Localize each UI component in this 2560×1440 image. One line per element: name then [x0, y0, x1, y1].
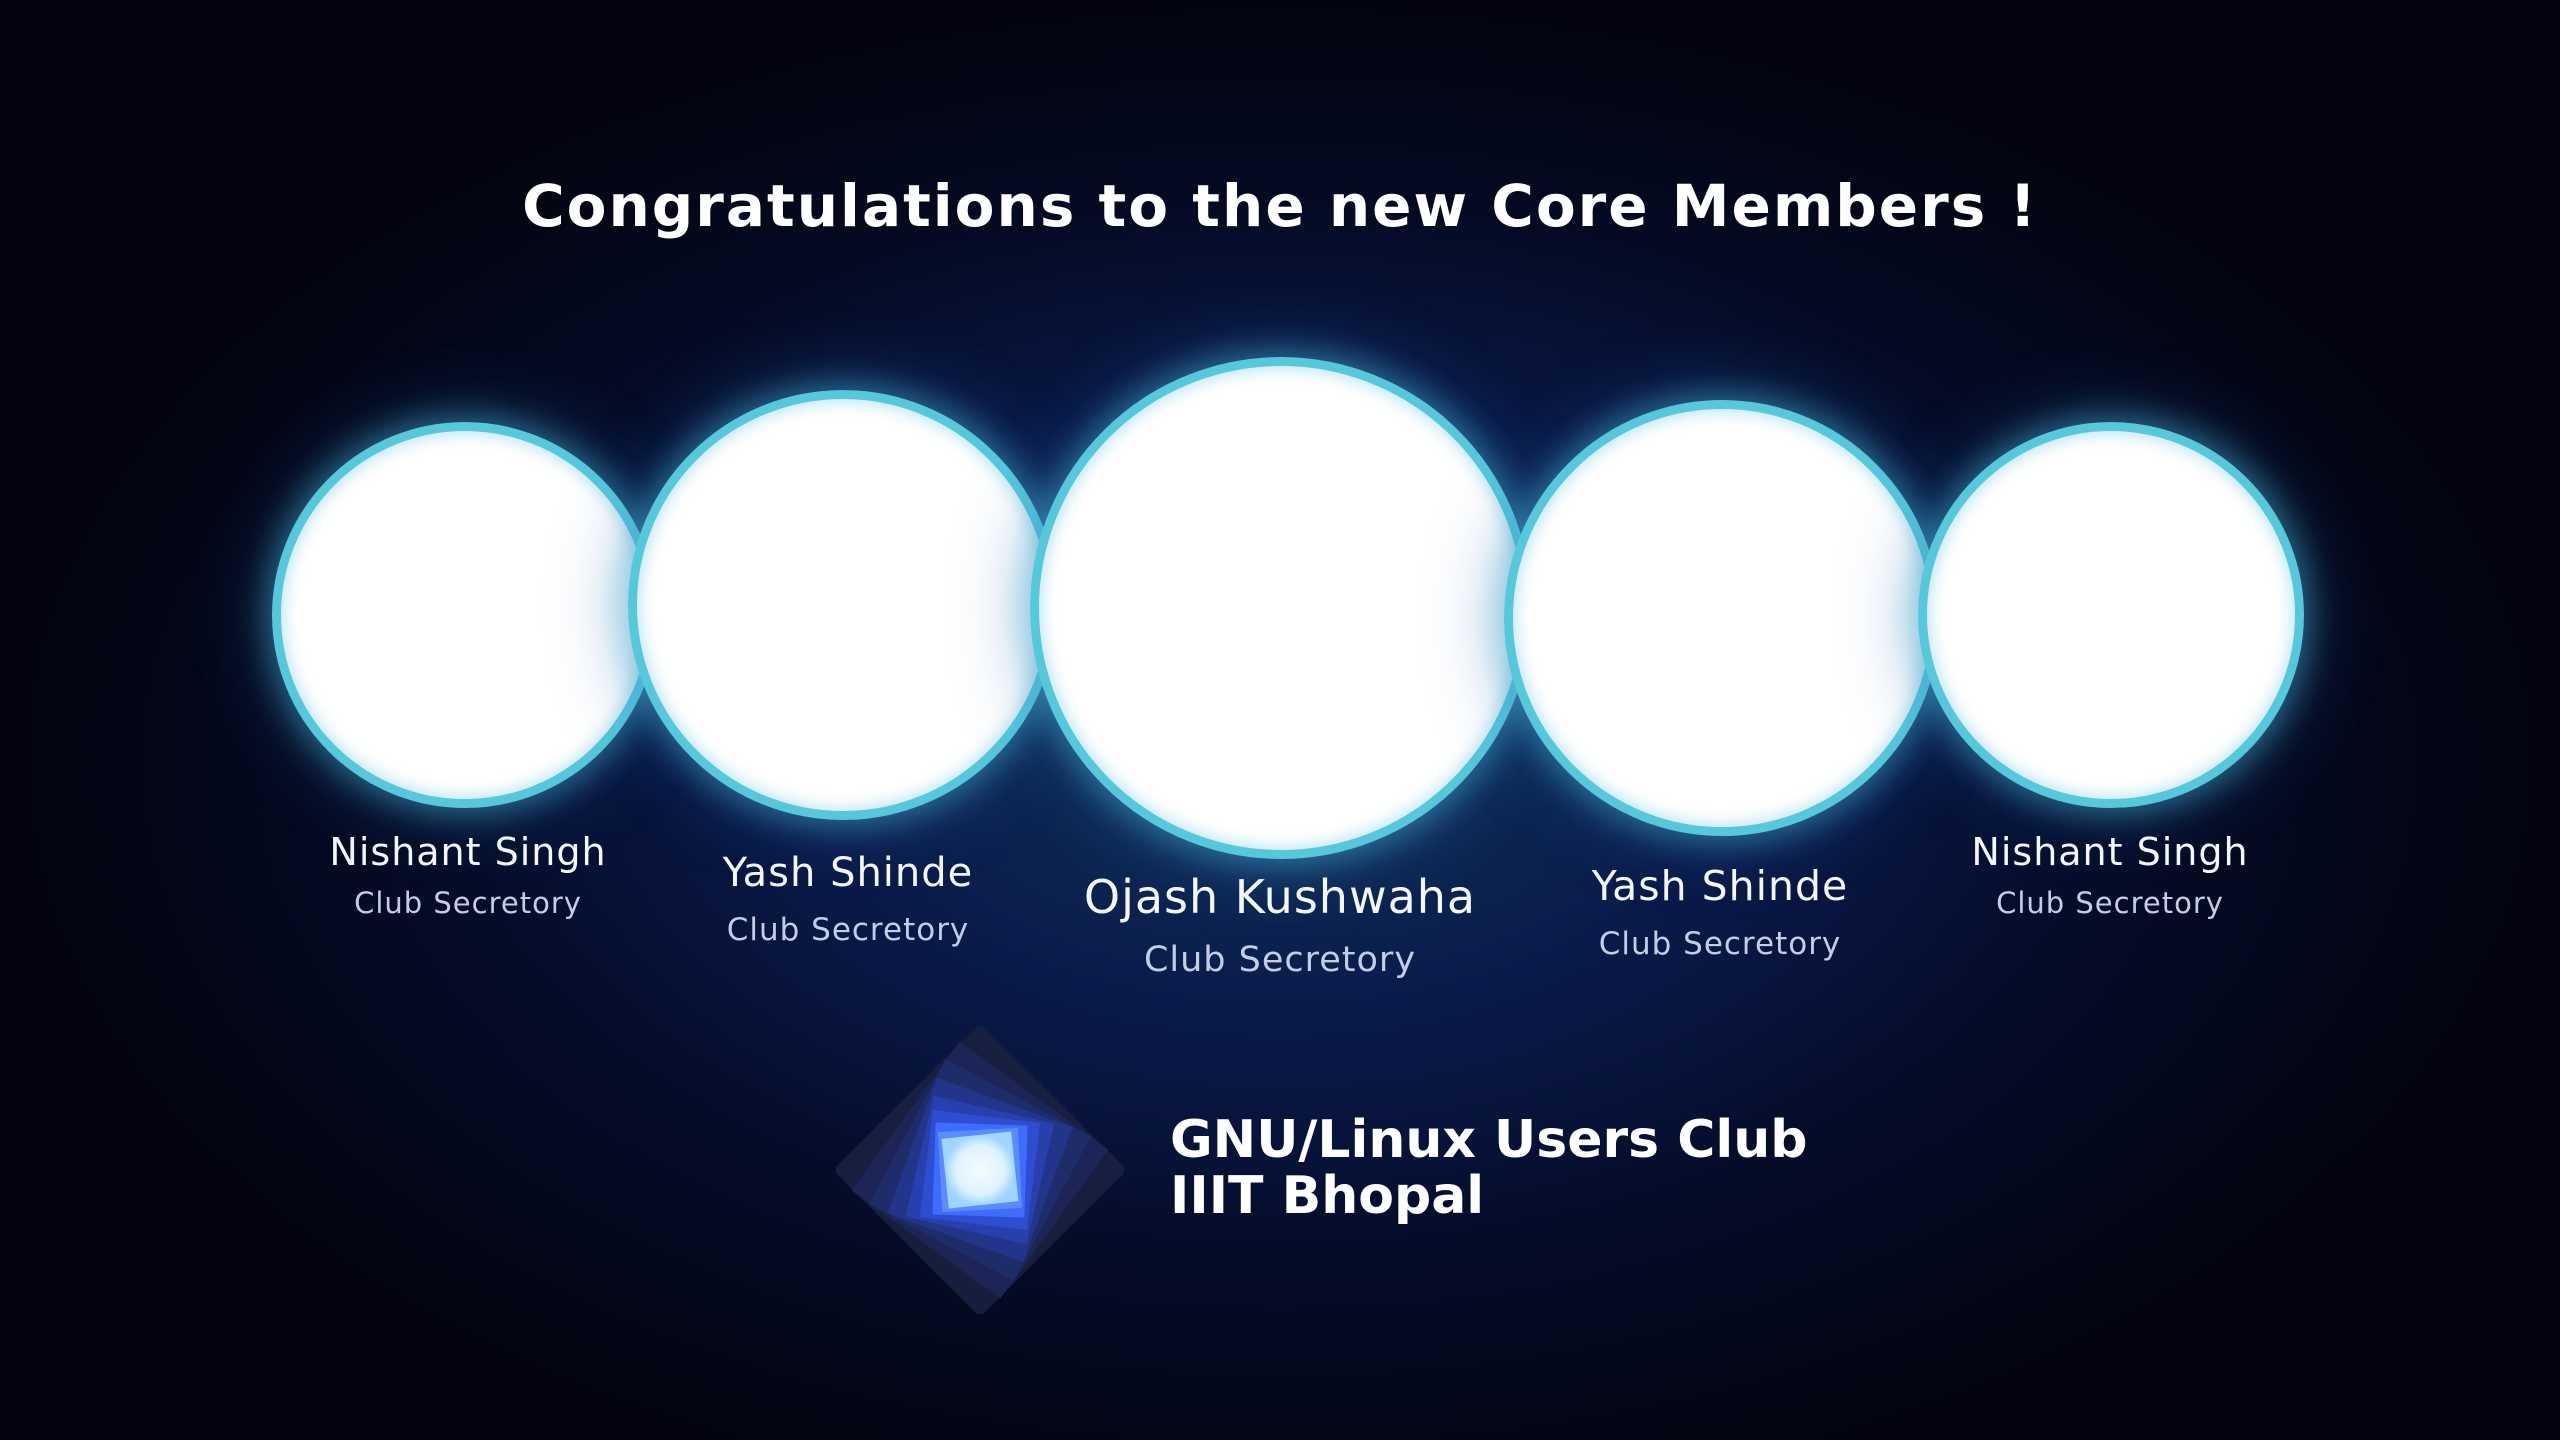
member-role: Club Secretory — [1996, 886, 2224, 920]
member-name: Yash Shinde — [722, 850, 974, 896]
member-avatar — [1918, 422, 2304, 808]
member-name: Yash Shinde — [1591, 862, 1849, 910]
club-name-line2: IIIT Bhopal — [1170, 1166, 1485, 1226]
club-name — [1170, 1112, 1807, 1224]
member-avatar — [1504, 400, 1940, 836]
member-role: Club Secretory — [354, 886, 582, 920]
member-name: Nishant Singh — [329, 830, 607, 874]
member-name: Nishant Singh — [1971, 830, 2249, 874]
member-role: Club Secretory — [726, 912, 970, 948]
member-role: Club Secretory — [1598, 926, 1842, 962]
page-title: Congratulations to the new Core Members ! — [522, 172, 2038, 240]
member-avatar — [628, 390, 1058, 820]
club-logo-icon — [836, 1026, 1124, 1314]
member-avatar — [1030, 357, 1532, 859]
member-role: Club Secretory — [1143, 940, 1417, 980]
member-name: Ojash Kushwaha — [1083, 870, 1477, 924]
member-avatar — [272, 422, 658, 808]
club-name-line1: GNU/Linux Users Club — [1170, 1110, 1808, 1170]
